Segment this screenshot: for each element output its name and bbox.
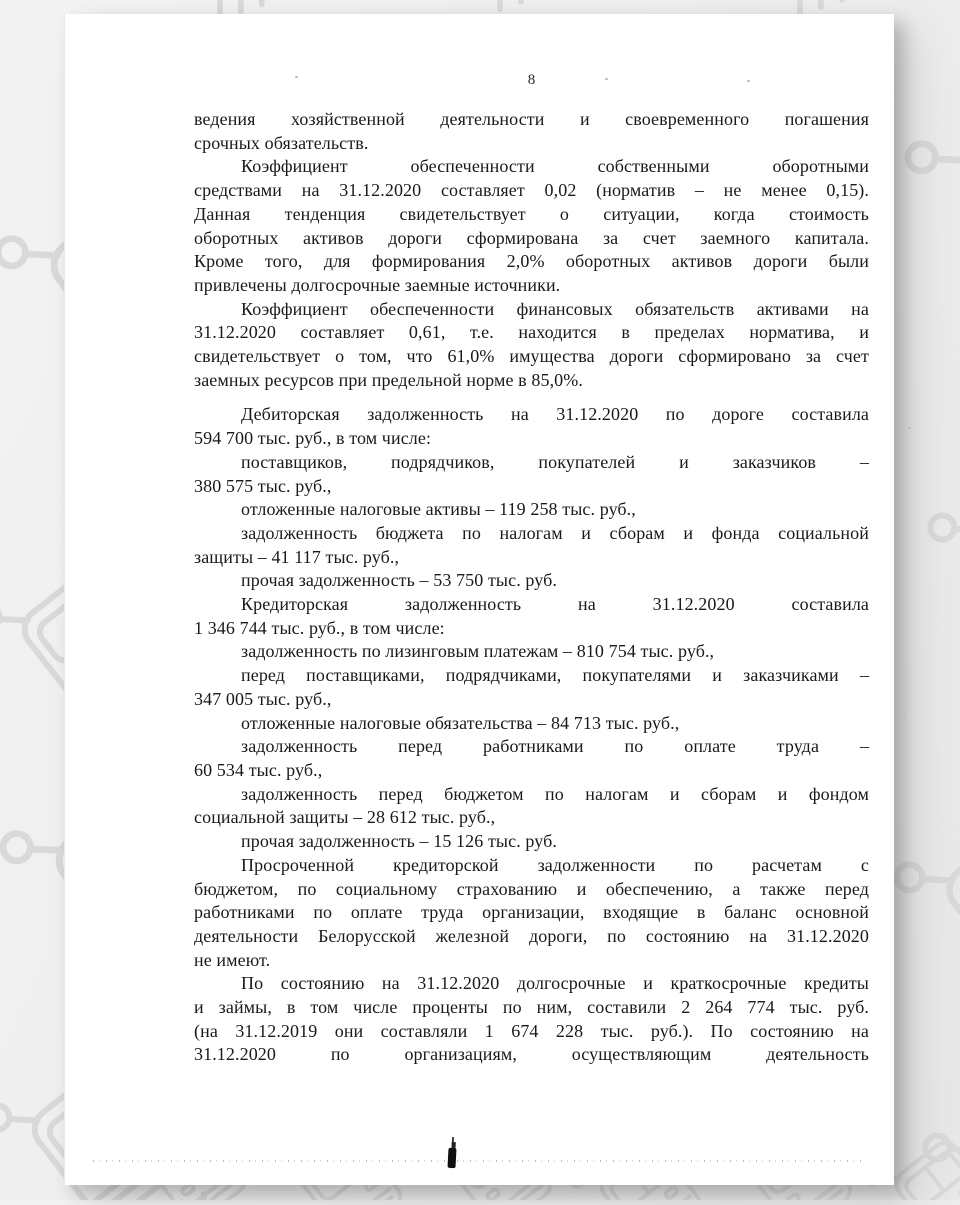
scan-speck xyxy=(605,78,608,80)
text-line: 60 534 тыс. руб., xyxy=(194,759,323,780)
paragraph xyxy=(194,783,869,830)
text-line: заемных ресурсов при предельной норме в 85,0%. xyxy=(194,369,583,390)
paragraph xyxy=(194,735,869,782)
text-line: Коэффициент обеспеченности собственными оборотными xyxy=(241,156,869,177)
text-line: Дебиторская задолженность на 31.12.2020 по дороге составила xyxy=(241,404,869,425)
scanned-page xyxy=(64,14,894,1185)
text-line: работниками по оплате труда организации, входящие в баланс основной xyxy=(194,902,869,923)
train-icon xyxy=(903,59,960,378)
paragraph xyxy=(194,640,869,664)
text-line: средствами на 31.12.2020 составляет 0,02 (норматив – не менее 0,15). xyxy=(194,180,869,201)
text-line: защиты – 41 117 тыс. руб., xyxy=(194,546,400,567)
text-line: 347 005 тыс. руб., xyxy=(194,688,332,709)
paragraph xyxy=(194,830,869,854)
scan-speck xyxy=(903,716,906,718)
train-icon xyxy=(892,785,960,1085)
text-line: срочных обязательств. xyxy=(194,132,369,153)
page-number: 8 xyxy=(527,72,536,88)
text-line: 380 575 тыс. руб., xyxy=(194,475,332,496)
paragraph xyxy=(194,498,869,522)
text-line: свидетельствует о том, что 61,0% имущества дороги сформировано за счет xyxy=(194,346,869,367)
text-line: задолженность по лизинговым платежам – 810 754 тыс. руб., xyxy=(241,641,715,662)
text-line: (на 31.12.2019 они составляли 1 674 228 тыс. руб.). По состоянию на xyxy=(194,1020,869,1041)
scan-noise-line xyxy=(93,1160,863,1162)
text-line: привлечены долгосрочные заемные источники. xyxy=(194,274,561,295)
paragraph xyxy=(194,451,869,498)
text-line: 594 700 тыс. руб., в том числе: xyxy=(194,428,432,449)
text-line: поставщиков, подрядчиков, покупателей и заказчиков – xyxy=(241,451,869,472)
text-line: прочая задолженность – 53 750 тыс. руб. xyxy=(241,570,557,591)
text-line: Просроченной кредиторской задолженности по расчетам с xyxy=(241,854,869,875)
text-line: 31.12.2020 по организациям, осуществляющим деятельность xyxy=(194,1044,869,1065)
text-line: не имеют. xyxy=(194,949,271,970)
paragraph xyxy=(194,854,869,973)
text-line: Кредиторская задолженность на 31.12.2020 составила xyxy=(241,594,869,615)
text-line: социальной защиты – 28 612 тыс. руб., xyxy=(194,807,496,828)
text-line: ведения хозяйственной деятельности и своевременного погашения xyxy=(194,109,869,129)
paragraph xyxy=(194,593,869,640)
text-line: По состоянию на 31.12.2020 долгосрочные и краткосрочные кредиты xyxy=(241,973,869,994)
paragraph xyxy=(194,108,869,155)
document-text xyxy=(194,108,869,1067)
text-line: Коэффициент обеспеченности финансовых обязательств активами на xyxy=(241,298,869,319)
train-icon xyxy=(926,441,960,722)
text-line: отложенные налоговые обязательства – 84 713 тыс. руб., xyxy=(241,712,680,733)
scan-speck xyxy=(908,427,911,429)
text-line: задолженность перед бюджетом по налогам и сборам и фондом xyxy=(241,783,869,804)
paragraph xyxy=(194,403,869,450)
paragraph xyxy=(194,522,869,569)
paragraph xyxy=(194,298,869,393)
text-line: 1 346 744 тыс. руб., в том числе: xyxy=(194,617,445,638)
text-line: задолженность бюджета по налогам и сборам и фонда социальной xyxy=(241,522,869,543)
paragraph xyxy=(194,664,869,711)
text-line: отложенные налоговые активы – 119 258 тыс. руб., xyxy=(241,499,636,520)
text-line: деятельности Белорусской железной дороги, по состоянию на 31.12.2020 xyxy=(194,925,869,946)
text-line: оборотных активов дороги сформирована за счет заемного капитала. xyxy=(194,227,869,248)
scan-speck xyxy=(295,76,298,78)
text-line: прочая задолженность – 15 126 тыс. руб. xyxy=(241,831,557,852)
text-line: задолженность перед работниками по оплате труда – xyxy=(241,736,869,757)
paragraph xyxy=(194,972,869,1067)
text-line: Данная тенденция свидетельствует о ситуации, когда стоимость xyxy=(194,203,869,224)
text-line: перед поставщиками, подрядчиками, покупателями и заказчиками – xyxy=(241,665,869,686)
text-line: Кроме того, для формирования 2,0% оборотных активов дороги были xyxy=(194,251,869,272)
scan-smudge-artifact xyxy=(447,1148,456,1168)
scan-speck xyxy=(747,80,750,82)
train-icon xyxy=(919,0,960,69)
paragraph xyxy=(194,155,869,297)
paragraph xyxy=(194,712,869,736)
text-line: и займы, в том числе проценты по ним, составили 2 264 774 тыс. руб. xyxy=(194,997,869,1018)
text-line: 31.12.2020 составляет 0,61, т.е. находится в пределах норматива, и xyxy=(194,322,869,343)
train-icon xyxy=(921,1061,960,1200)
text-line: бюджетом, по социальному страхованию и обеспечению, а также перед xyxy=(194,878,869,899)
paragraph xyxy=(194,569,869,593)
